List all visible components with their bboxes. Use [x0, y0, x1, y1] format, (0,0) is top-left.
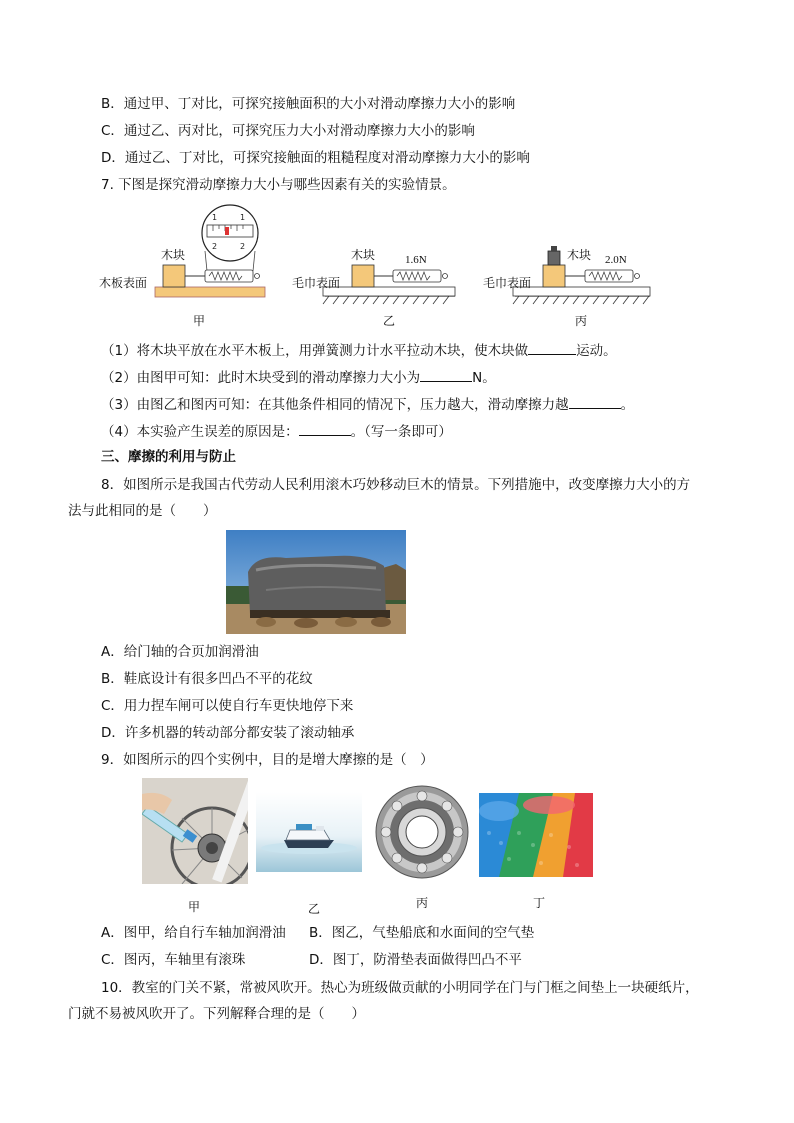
- q9-option-a: A．图甲，给自行车轴加润滑油: [101, 925, 286, 941]
- q7-part4: （4）本实验产生误差的原因是： 。（写一条即可）: [101, 421, 452, 441]
- yi-caption: 乙: [383, 314, 396, 328]
- q9-anti-slip-mat-photo: [479, 793, 593, 877]
- jia-block-label: 木块: [161, 248, 186, 262]
- q7-part2: （2）由图甲可知：此时木块受到的滑动摩擦力大小为 N。: [101, 367, 496, 387]
- q7-part1: （1）将木块平放在水平木板上，用弹簧测力计水平拉动木块，使木块做 运动。: [101, 340, 617, 360]
- yi-reading: 1.6N: [405, 254, 427, 266]
- q9-caption-yi: 乙: [308, 902, 321, 916]
- q9-stem: 9．如图所示的四个实例中，目的是增大摩擦的是（ ）: [101, 752, 434, 768]
- yi-block-label: 木块: [351, 248, 376, 262]
- q9-caption-jia: 甲: [188, 900, 201, 914]
- section-3-heading: 三、摩擦的利用与防止: [101, 449, 236, 465]
- q9-bike-oil-photo: [142, 778, 248, 884]
- q8-option-b: B．鞋底设计有很多凹凸不平的花纹: [101, 671, 313, 687]
- q8-option-d: D．许多机器的转动部分都安装了滚动轴承: [101, 725, 355, 741]
- svg-text:1: 1: [240, 213, 246, 222]
- q9-option-c: C．图丙，车轴里有滚珠: [101, 952, 246, 968]
- q7-blank-4[interactable]: [299, 421, 351, 436]
- q7-blank-1[interactable]: [528, 340, 576, 355]
- bing-surface-label: 毛巾表面: [483, 276, 532, 290]
- q7-part3: （3）由图乙和图丙可知：在其他条件相同的情况下，压力越大，滑动摩擦力越 。: [101, 394, 634, 414]
- jia-caption: 甲: [193, 314, 206, 328]
- q9-hovercraft-photo: [256, 792, 362, 872]
- q6-option-c: C．通过乙、丙对比，可探究压力大小对滑动摩擦力大小的影响: [101, 123, 475, 139]
- jia-surface-label: 木板表面: [99, 276, 148, 290]
- q8-option-a: A．给门轴的合页加润滑油: [101, 644, 259, 660]
- setup-yi: [323, 265, 455, 304]
- q10-stem-line1: 10．教室的门关不紧，常被风吹开。热心为班级做贡献的小明同学在门与门框之间垫上一块硬纸片，: [101, 980, 699, 996]
- svg-text:2: 2: [240, 242, 246, 251]
- bing-block-label: 木块: [567, 248, 592, 262]
- q9-option-b: B．图乙，气垫船底和水面间的空气垫: [309, 925, 535, 941]
- q10-stem-line2: 门就不易被风吹开了。下列解释合理的是（ ）: [68, 1006, 365, 1022]
- q6-option-d: D．通过乙、丁对比，可探究接触面的粗糙程度对滑动摩擦力大小的影响: [101, 150, 530, 166]
- q7-blank-3[interactable]: [569, 394, 621, 409]
- q8-stem-line1: 8．如图所示是我国古代劳动人民利用滚木巧妙移动巨木的情景。下列措施中，改变摩擦力大小的方: [101, 477, 691, 493]
- q7-experiment-figure: [95, 203, 660, 333]
- q9-caption-ding: 丁: [533, 896, 546, 910]
- q6-option-b: B．通过甲、丁对比，可探究接触面积的大小对滑动摩擦力大小的影响: [101, 96, 516, 112]
- svg-text:2: 2: [212, 242, 218, 251]
- q8-option-c: C．用力捏车闸可以使自行车更快地停下来: [101, 698, 354, 714]
- svg-text:1: 1: [212, 213, 218, 222]
- bing-caption: 丙: [575, 314, 588, 328]
- q7-stem: 7. 下图是探究滑动摩擦力大小与哪些因素有关的实验情景。: [101, 177, 456, 193]
- q8-rolling-logs-photo: [226, 530, 406, 634]
- q8-stem-line2: 法与此相同的是（ ）: [68, 503, 217, 519]
- q9-ball-bearing-photo: [372, 782, 472, 882]
- q9-option-d: D．图丁，防滑垫表面做得凹凸不平: [309, 952, 522, 968]
- bing-reading: 2.0N: [605, 254, 627, 266]
- q9-caption-bing: 丙: [416, 896, 429, 910]
- q7-blank-2[interactable]: [420, 367, 472, 382]
- yi-surface-label: 毛巾表面: [292, 276, 341, 290]
